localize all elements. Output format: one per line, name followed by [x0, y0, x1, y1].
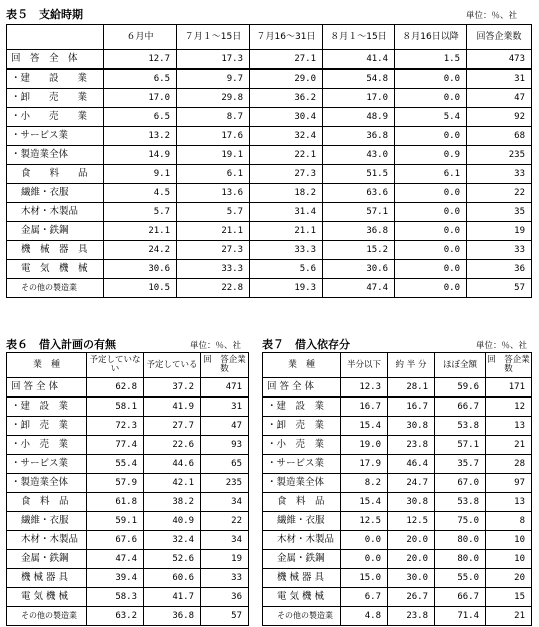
t5-col-header: ６月中	[104, 25, 177, 50]
t7-cell-value: 21	[486, 436, 532, 455]
t5-cell-value: 6.5	[104, 69, 177, 89]
t7-row-label: 食 料 品	[263, 493, 341, 512]
t5-cell-value: 36	[467, 260, 532, 279]
t5-cell-value: 5.6	[250, 260, 323, 279]
t6-cell-value: 47	[201, 417, 249, 436]
t7-cell-value: 0.0	[341, 550, 388, 569]
table6-header-row	[7, 353, 249, 378]
t7-cell-value: 15.4	[341, 493, 388, 512]
t7-cell-value: 15	[486, 588, 532, 607]
t5-cell-value: 0.9	[395, 146, 467, 165]
t5-cell-value: 57.1	[323, 203, 395, 222]
t5-cell-value: 5.7	[104, 203, 177, 222]
t7-row	[263, 436, 532, 455]
t6-cell-value: 58.3	[87, 588, 144, 607]
t7-cell-value: 57.1	[435, 436, 486, 455]
t6-cell-value: 93	[201, 436, 249, 455]
table7-header-row	[263, 353, 532, 378]
t7-cell-value: 28	[486, 455, 532, 474]
table5-title: 表５ 支給時期	[6, 8, 83, 21]
t6-row	[7, 455, 249, 474]
t7-cell-value: 0.0	[341, 531, 388, 550]
t5-row	[7, 241, 532, 260]
t5-cell-value: 33.3	[177, 260, 250, 279]
t6-cell-value: 67.6	[87, 531, 144, 550]
t5-cell-value: 14.9	[104, 146, 177, 165]
t5-row-label: ・小 売 業	[7, 108, 104, 127]
t5-cell-value: 21.1	[177, 222, 250, 241]
t7-cell-value: 13	[486, 417, 532, 436]
t5-cell-value: 29.8	[177, 89, 250, 108]
t5-cell-value: 47	[467, 89, 532, 108]
t7-col-header: 約 半 分	[388, 353, 435, 378]
t6-row	[7, 474, 249, 493]
t7-cell-value: 6.7	[341, 588, 388, 607]
t5-cell-value: 19.3	[250, 279, 323, 298]
t5-cell-value: 47.4	[323, 279, 395, 298]
t5-cell-value: 24.2	[104, 241, 177, 260]
t6-row	[7, 378, 249, 398]
t7-cell-value: 20	[486, 569, 532, 588]
t5-cell-value: 41.4	[323, 50, 395, 70]
t5-cell-value: 12.7	[104, 50, 177, 70]
t7-row	[263, 493, 532, 512]
t6-cell-value: 22.6	[144, 436, 201, 455]
t5-cell-value: 0.0	[395, 222, 467, 241]
t6-row	[7, 512, 249, 531]
t7-row-label: ・サービス業	[263, 455, 341, 474]
t5-cell-value: 48.9	[323, 108, 395, 127]
t6-cell-value: 33	[201, 569, 249, 588]
t5-cell-value: 9.1	[104, 165, 177, 184]
t7-cell-value: 4.8	[341, 607, 388, 626]
t7-cell-value: 53.8	[435, 493, 486, 512]
t5-cell-value: 30.6	[104, 260, 177, 279]
t7-cell-value: 35.7	[435, 455, 486, 474]
t7-cell-value: 46.4	[388, 455, 435, 474]
t6-row	[7, 550, 249, 569]
table5-unit: 単位：％、社	[466, 11, 518, 21]
t5-row-label: ・製造業全体	[7, 146, 104, 165]
t6-cell-value: 19	[201, 550, 249, 569]
t5-cell-value: 8.7	[177, 108, 250, 127]
t7-cell-value: 30.8	[388, 417, 435, 436]
t7-row-label: 電 気 機 械	[263, 588, 341, 607]
t6-row	[7, 531, 249, 550]
t7-row-label: ・卸 売 業	[263, 417, 341, 436]
table6-unit: 単位：％、社	[190, 341, 242, 351]
t5-col-header: ７月１～15日	[177, 25, 250, 50]
t5-cell-value: 30.4	[250, 108, 323, 127]
t7-cell-value: 12	[486, 397, 532, 417]
t6-row	[7, 569, 249, 588]
t7-cell-value: 20.0	[388, 531, 435, 550]
t5-cell-value: 6.1	[177, 165, 250, 184]
t5-row-label: 食 料 品	[7, 165, 104, 184]
t6-row	[7, 588, 249, 607]
t5-cell-value: 1.5	[395, 50, 467, 70]
t7-row-label: ・建 設 業	[263, 397, 341, 417]
t6-cell-value: 55.4	[87, 455, 144, 474]
t6-cell-value: 36.8	[144, 607, 201, 626]
t5-cell-value: 6.1	[395, 165, 467, 184]
t7-row-label: 金属・鉄鋼	[263, 550, 341, 569]
t5-cell-value: 36.8	[323, 222, 395, 241]
t7-cell-value: 23.8	[388, 436, 435, 455]
t6-cell-value: 57.9	[87, 474, 144, 493]
t7-cell-value: 28.1	[388, 378, 435, 398]
t5-cell-value: 22.8	[177, 279, 250, 298]
t5-cell-value: 6.5	[104, 108, 177, 127]
t6-row-label: 電 気 機 械	[7, 588, 87, 607]
t5-row-label: 回 答 全 体	[7, 50, 104, 70]
t6-row-label: 木材・木製品	[7, 531, 87, 550]
table7-borrowing-dependency	[262, 352, 532, 626]
t7-cell-value: 17.9	[341, 455, 388, 474]
t7-cell-value: 8.2	[341, 474, 388, 493]
t6-row-label: その他の製造業	[7, 607, 87, 626]
t5-row	[7, 127, 532, 146]
t5-row	[7, 69, 532, 89]
t7-cell-value: 12.5	[341, 512, 388, 531]
t7-cell-value: 10	[486, 531, 532, 550]
t5-cell-value: 0.0	[395, 184, 467, 203]
t5-cell-value: 0.0	[395, 89, 467, 108]
t5-cell-value: 33	[467, 241, 532, 260]
t7-row	[263, 607, 532, 626]
t6-row	[7, 417, 249, 436]
t6-cell-value: 60.6	[144, 569, 201, 588]
t7-cell-value: 24.7	[388, 474, 435, 493]
t7-cell-value: 15.4	[341, 417, 388, 436]
t6-cell-value: 77.4	[87, 436, 144, 455]
t5-cell-value: 35	[467, 203, 532, 222]
t7-cell-value: 66.7	[435, 588, 486, 607]
t5-cell-value: 0.0	[395, 203, 467, 222]
t7-cell-value: 10	[486, 550, 532, 569]
t6-row-label: ・建 設 業	[7, 397, 87, 417]
t7-row	[263, 417, 532, 436]
t5-cell-value: 31	[467, 69, 532, 89]
t5-cell-value: 5.4	[395, 108, 467, 127]
t6-cell-value: 61.8	[87, 493, 144, 512]
t5-cell-value: 0.0	[395, 260, 467, 279]
t5-cell-value: 17.0	[323, 89, 395, 108]
t5-cell-value: 473	[467, 50, 532, 70]
t5-row	[7, 50, 532, 70]
t5-row-label: 機 械 器 具	[7, 241, 104, 260]
t7-cell-value: 66.7	[435, 397, 486, 417]
t6-cell-value: 34	[201, 531, 249, 550]
t7-cell-value: 53.8	[435, 417, 486, 436]
t7-cell-value: 23.8	[388, 607, 435, 626]
t5-cell-value: 0.0	[395, 241, 467, 260]
t6-row-label: ・卸 売 業	[7, 417, 87, 436]
table6-title: 表６ 借入計画の有無	[6, 338, 116, 351]
t6-cell-value: 72.3	[87, 417, 144, 436]
t5-row-label: 木材・木製品	[7, 203, 104, 222]
t5-cell-value: 22	[467, 184, 532, 203]
t5-cell-value: 54.8	[323, 69, 395, 89]
t7-row	[263, 550, 532, 569]
t5-cell-value: 0.0	[395, 127, 467, 146]
t5-cell-value: 4.5	[104, 184, 177, 203]
t6-cell-value: 22	[201, 512, 249, 531]
t6-cell-value: 27.7	[144, 417, 201, 436]
t5-col-header	[7, 25, 104, 50]
t6-col-header: 回 答企業数	[201, 353, 249, 378]
t6-cell-value: 235	[201, 474, 249, 493]
t7-row	[263, 588, 532, 607]
t5-row	[7, 89, 532, 108]
t5-row-label: 金属・鉄鋼	[7, 222, 104, 241]
t6-col-header: 業 種	[7, 353, 87, 378]
t7-row-label: 機 械 器 具	[263, 569, 341, 588]
t5-cell-value: 0.0	[395, 69, 467, 89]
t7-col-header: 半分以下	[341, 353, 388, 378]
t5-row-label: ・建 設 業	[7, 69, 104, 89]
t5-cell-value: 13.6	[177, 184, 250, 203]
t6-row	[7, 493, 249, 512]
t6-cell-value: 31	[201, 397, 249, 417]
t7-cell-value: 15.0	[341, 569, 388, 588]
t5-cell-value: 19.1	[177, 146, 250, 165]
t5-cell-value: 27.3	[250, 165, 323, 184]
t6-row-label: ・小 売 業	[7, 436, 87, 455]
t5-cell-value: 27.1	[250, 50, 323, 70]
t6-cell-value: 42.1	[144, 474, 201, 493]
t7-col-header: ほぼ全額	[435, 353, 486, 378]
t5-row	[7, 108, 532, 127]
t6-row-label: 回 答 全 体	[7, 378, 87, 398]
t7-row-label: 繊維・衣服	[263, 512, 341, 531]
t5-cell-value: 68	[467, 127, 532, 146]
t7-cell-value: 16.7	[388, 397, 435, 417]
t7-cell-value: 20.0	[388, 550, 435, 569]
t7-row-label: 回 答 全 体	[263, 378, 341, 398]
t7-cell-value: 75.0	[435, 512, 486, 531]
t5-col-header: 回答企業数	[467, 25, 532, 50]
t7-row-label: ・小 売 業	[263, 436, 341, 455]
t5-cell-value: 51.5	[323, 165, 395, 184]
t5-cell-value: 31.4	[250, 203, 323, 222]
t5-cell-value: 29.0	[250, 69, 323, 89]
t6-cell-value: 471	[201, 378, 249, 398]
t7-cell-value: 97	[486, 474, 532, 493]
t5-row-label: 繊維・衣服	[7, 184, 104, 203]
t7-cell-value: 55.0	[435, 569, 486, 588]
t5-cell-value: 9.7	[177, 69, 250, 89]
t5-cell-value: 18.2	[250, 184, 323, 203]
t5-row-label: ・卸 売 業	[7, 89, 104, 108]
t6-cell-value: 65	[201, 455, 249, 474]
t5-cell-value: 32.4	[250, 127, 323, 146]
t7-row-label: ・製造業全体	[263, 474, 341, 493]
t5-cell-value: 17.0	[104, 89, 177, 108]
t7-cell-value: 80.0	[435, 531, 486, 550]
t5-cell-value: 92	[467, 108, 532, 127]
t5-cell-value: 0.0	[395, 279, 467, 298]
t6-row-label: 機 械 器 具	[7, 569, 87, 588]
t6-row-label: ・サービス業	[7, 455, 87, 474]
t6-row	[7, 436, 249, 455]
t5-cell-value: 36.2	[250, 89, 323, 108]
t7-cell-value: 13	[486, 493, 532, 512]
t7-row	[263, 474, 532, 493]
t7-cell-value: 71.4	[435, 607, 486, 626]
t6-cell-value: 37.2	[144, 378, 201, 398]
t5-cell-value: 235	[467, 146, 532, 165]
t7-cell-value: 59.6	[435, 378, 486, 398]
table7-title: 表７ 借入依存分	[262, 338, 350, 351]
t6-cell-value: 39.4	[87, 569, 144, 588]
t7-cell-value: 21	[486, 607, 532, 626]
t5-cell-value: 10.5	[104, 279, 177, 298]
table6-borrowing-plan	[6, 352, 249, 626]
t5-col-header: ８月16日以降	[395, 25, 467, 50]
t7-row	[263, 397, 532, 417]
t7-col-header: 業 種	[263, 353, 341, 378]
t7-cell-value: 171	[486, 378, 532, 398]
t6-row-label: 食 料 品	[7, 493, 87, 512]
t5-cell-value: 30.6	[323, 260, 395, 279]
t5-cell-value: 21.1	[104, 222, 177, 241]
t7-cell-value: 12.5	[388, 512, 435, 531]
t6-cell-value: 59.1	[87, 512, 144, 531]
t5-row-label: 電 気 機 械	[7, 260, 104, 279]
t6-row-label: 金属・鉄鋼	[7, 550, 87, 569]
t5-row	[7, 279, 532, 298]
t5-row	[7, 146, 532, 165]
t6-row-label: ・製造業全体	[7, 474, 87, 493]
t5-row	[7, 203, 532, 222]
table7-unit: 単位：％、社	[476, 341, 528, 351]
t7-row	[263, 531, 532, 550]
table5-header-row	[7, 25, 532, 50]
t5-cell-value: 33	[467, 165, 532, 184]
t7-cell-value: 26.7	[388, 588, 435, 607]
t6-col-header: 予定していない	[87, 353, 144, 378]
t7-cell-value: 80.0	[435, 550, 486, 569]
t6-cell-value: 36	[201, 588, 249, 607]
t5-col-header: ８月１～15日	[323, 25, 395, 50]
t5-cell-value: 57	[467, 279, 532, 298]
t6-row	[7, 397, 249, 417]
t5-cell-value: 5.7	[177, 203, 250, 222]
t5-cell-value: 21.1	[250, 222, 323, 241]
t5-cell-value: 13.2	[104, 127, 177, 146]
t6-cell-value: 44.6	[144, 455, 201, 474]
t5-row	[7, 184, 532, 203]
t6-cell-value: 38.2	[144, 493, 201, 512]
t5-row	[7, 222, 532, 241]
t7-cell-value: 8	[486, 512, 532, 531]
t6-cell-value: 58.1	[87, 397, 144, 417]
t6-cell-value: 47.4	[87, 550, 144, 569]
t5-cell-value: 22.1	[250, 146, 323, 165]
t5-col-header: ７月16～31日	[250, 25, 323, 50]
t5-cell-value: 17.3	[177, 50, 250, 70]
t7-row-label: その他の製造業	[263, 607, 341, 626]
t5-row	[7, 260, 532, 279]
t6-cell-value: 41.7	[144, 588, 201, 607]
t7-cell-value: 30.0	[388, 569, 435, 588]
t5-cell-value: 36.8	[323, 127, 395, 146]
t5-row	[7, 165, 532, 184]
t6-cell-value: 57	[201, 607, 249, 626]
t5-row-label: その他の製造業	[7, 279, 104, 298]
t5-cell-value: 27.3	[177, 241, 250, 260]
t7-row	[263, 512, 532, 531]
t6-cell-value: 32.4	[144, 531, 201, 550]
t5-cell-value: 17.6	[177, 127, 250, 146]
t5-cell-value: 15.2	[323, 241, 395, 260]
t5-cell-value: 19	[467, 222, 532, 241]
t7-row-label: 木材・木製品	[263, 531, 341, 550]
t5-cell-value: 63.6	[323, 184, 395, 203]
t7-col-header: 回 答企業数	[486, 353, 532, 378]
t7-cell-value: 12.3	[341, 378, 388, 398]
t7-cell-value: 67.0	[435, 474, 486, 493]
t7-row	[263, 569, 532, 588]
t7-row	[263, 455, 532, 474]
t5-row-label: ・サービス業	[7, 127, 104, 146]
t5-cell-value: 33.3	[250, 241, 323, 260]
t6-cell-value: 41.9	[144, 397, 201, 417]
t6-cell-value: 40.9	[144, 512, 201, 531]
t6-cell-value: 52.6	[144, 550, 201, 569]
t6-row-label: 繊維・衣服	[7, 512, 87, 531]
t6-row	[7, 607, 249, 626]
t7-cell-value: 30.8	[388, 493, 435, 512]
t6-cell-value: 63.2	[87, 607, 144, 626]
t5-cell-value: 43.0	[323, 146, 395, 165]
t6-col-header: 予定している	[144, 353, 201, 378]
t6-cell-value: 34	[201, 493, 249, 512]
t7-row	[263, 378, 532, 398]
t7-cell-value: 16.7	[341, 397, 388, 417]
t7-cell-value: 19.0	[341, 436, 388, 455]
table5-payment-timing	[6, 24, 532, 298]
t6-cell-value: 62.8	[87, 378, 144, 398]
